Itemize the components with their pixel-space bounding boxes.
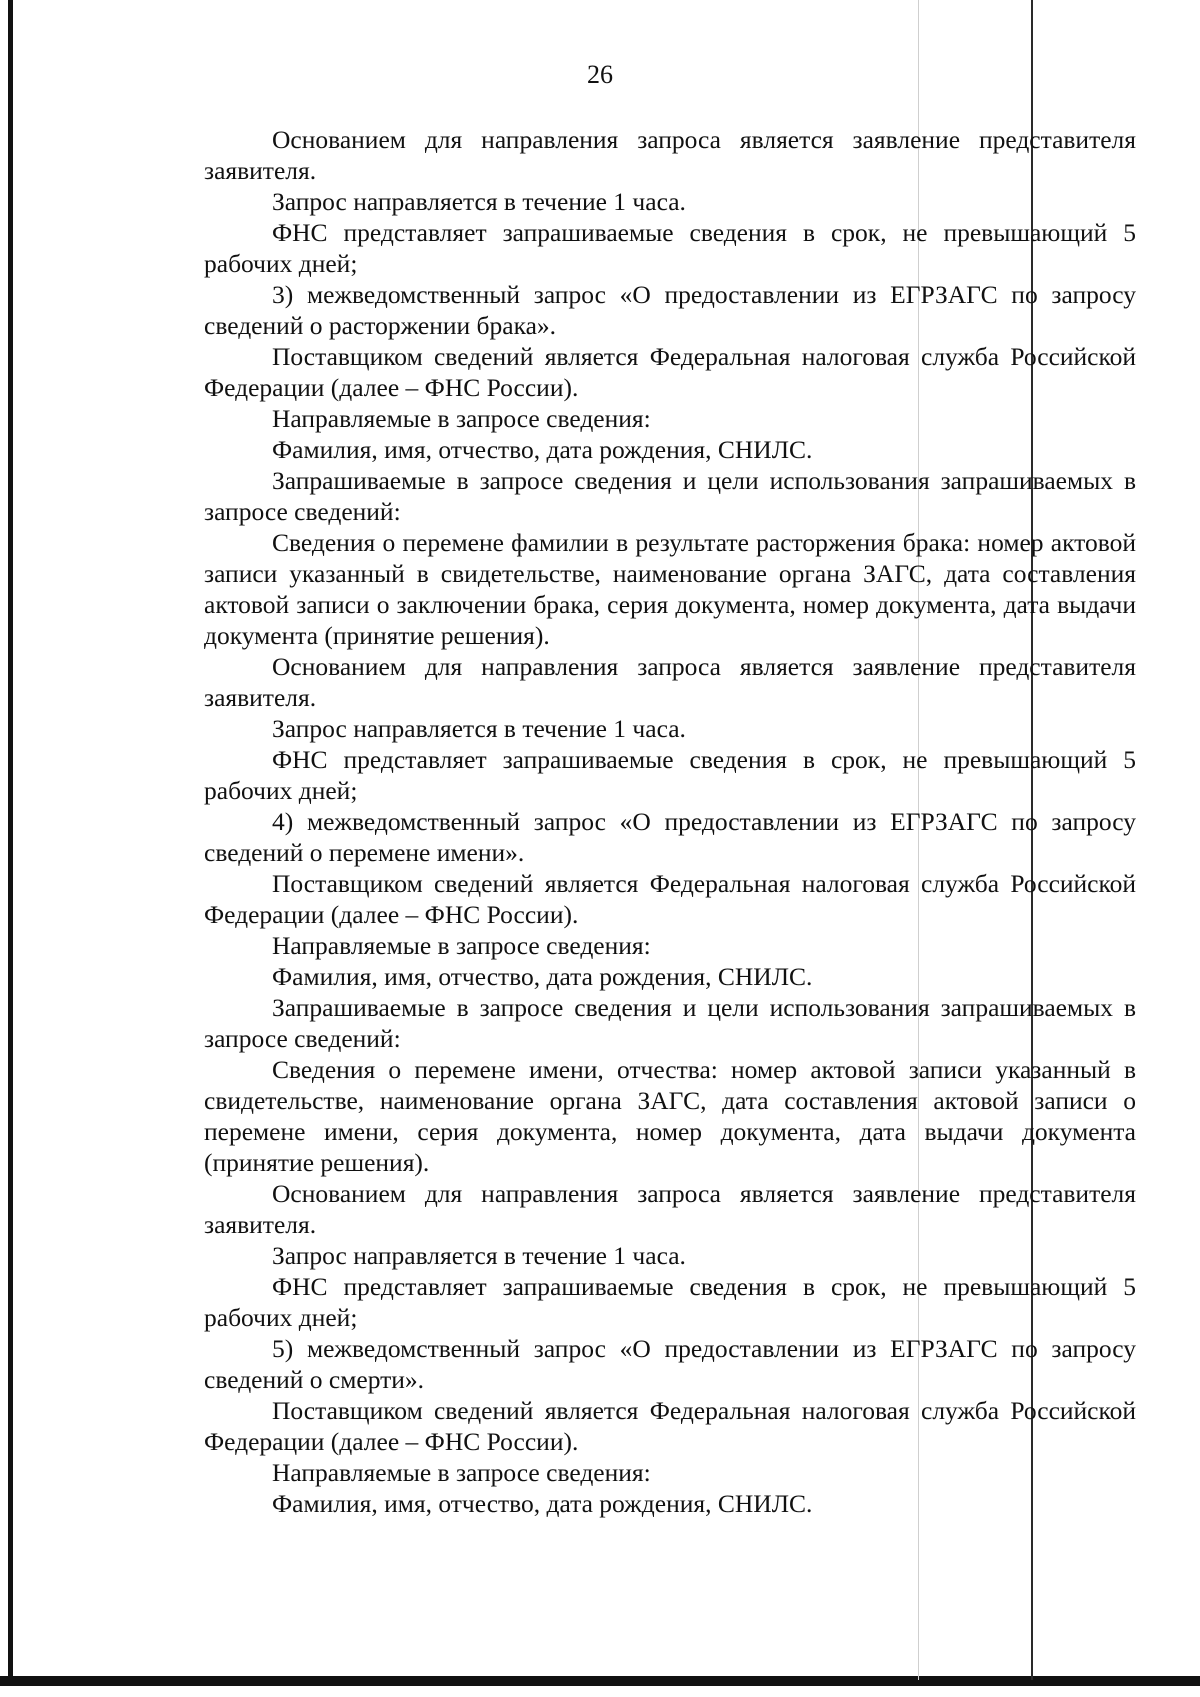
paragraph: ФНС представляет запрашиваемые сведения в срок, не превышающий 5 рабочих дней;: [204, 218, 1136, 278]
paragraph: Основанием для направления запроса является заявление представителя заявителя.: [204, 1179, 1136, 1239]
paragraph: ФНС представляет запрашиваемые сведения в срок, не превышающий 5 рабочих дней;: [204, 745, 1136, 805]
paragraph: Основанием для направления запроса является заявление представителя заявителя.: [204, 125, 1136, 185]
page-number: 26: [587, 60, 613, 89]
paragraph: 4) межведомственный запрос «О предоставлении из ЕГРЗАГС по запросу сведений о перемене имени».: [204, 807, 1136, 867]
paragraph: Сведения о перемене имени, отчества: номер актовой записи указанный в свидетельстве, наименование органа ЗАГС, дата составления актовой записи о перемене имени, серия документа, номер документа, дата выдачи документа (принятие решения).: [204, 1055, 1136, 1177]
paragraph: 5) межведомственный запрос «О предоставлении из ЕГРЗАГС по запросу сведений о смерти».: [204, 1334, 1136, 1394]
paragraph: Направляемые в запросе сведения:: [272, 1458, 651, 1487]
paragraph: Поставщиком сведений является Федеральная налоговая служба Российской Федерации (далее – ФНС России).: [204, 869, 1136, 929]
paragraph: Запрашиваемые в запросе сведения и цели использования запрашиваемых в запросе сведений:: [204, 466, 1136, 526]
paragraph: Сведения о перемене фамилии в результате расторжения брака: номер актовой записи указанный в свидетельстве, наименование органа ЗАГС, дата составления актовой записи о заключении брака, серия документа, номер документа, дата выдачи документа (принятие решения).: [204, 528, 1136, 650]
paragraph: Запрашиваемые в запросе сведения и цели использования запрашиваемых в запросе сведений:: [204, 993, 1136, 1053]
paragraph: Поставщиком сведений является Федеральная налоговая служба Российской Федерации (далее – ФНС России).: [204, 1396, 1136, 1456]
paragraph: Поставщиком сведений является Федеральная налоговая служба Российской Федерации (далее – ФНС России).: [204, 342, 1136, 402]
paragraph: 3) межведомственный запрос «О предоставлении из ЕГРЗАГС по запросу сведений о расторжении брака».: [204, 280, 1136, 340]
paragraph: Основанием для направления запроса является заявление представителя заявителя.: [204, 652, 1136, 712]
paragraph: Направляемые в запросе сведения:: [272, 931, 651, 960]
scan-left-border: [8, 0, 13, 1682]
document-body: [204, 124, 1136, 1519]
paragraph: Запрос направляется в течение 1 часа.: [272, 187, 686, 216]
paragraph: Фамилия, имя, отчество, дата рождения, СНИЛС.: [272, 435, 813, 464]
scan-bottom-border: [0, 1676, 1200, 1686]
paragraph: Фамилия, имя, отчество, дата рождения, СНИЛС.: [272, 962, 813, 991]
paragraph: Направляемые в запросе сведения:: [272, 404, 651, 433]
paragraph: Запрос направляется в течение 1 часа.: [272, 714, 686, 743]
paragraph: Фамилия, имя, отчество, дата рождения, СНИЛС.: [272, 1489, 813, 1518]
paragraph: Запрос направляется в течение 1 часа.: [272, 1241, 686, 1270]
paragraph: ФНС представляет запрашиваемые сведения в срок, не превышающий 5 рабочих дней;: [204, 1272, 1136, 1332]
